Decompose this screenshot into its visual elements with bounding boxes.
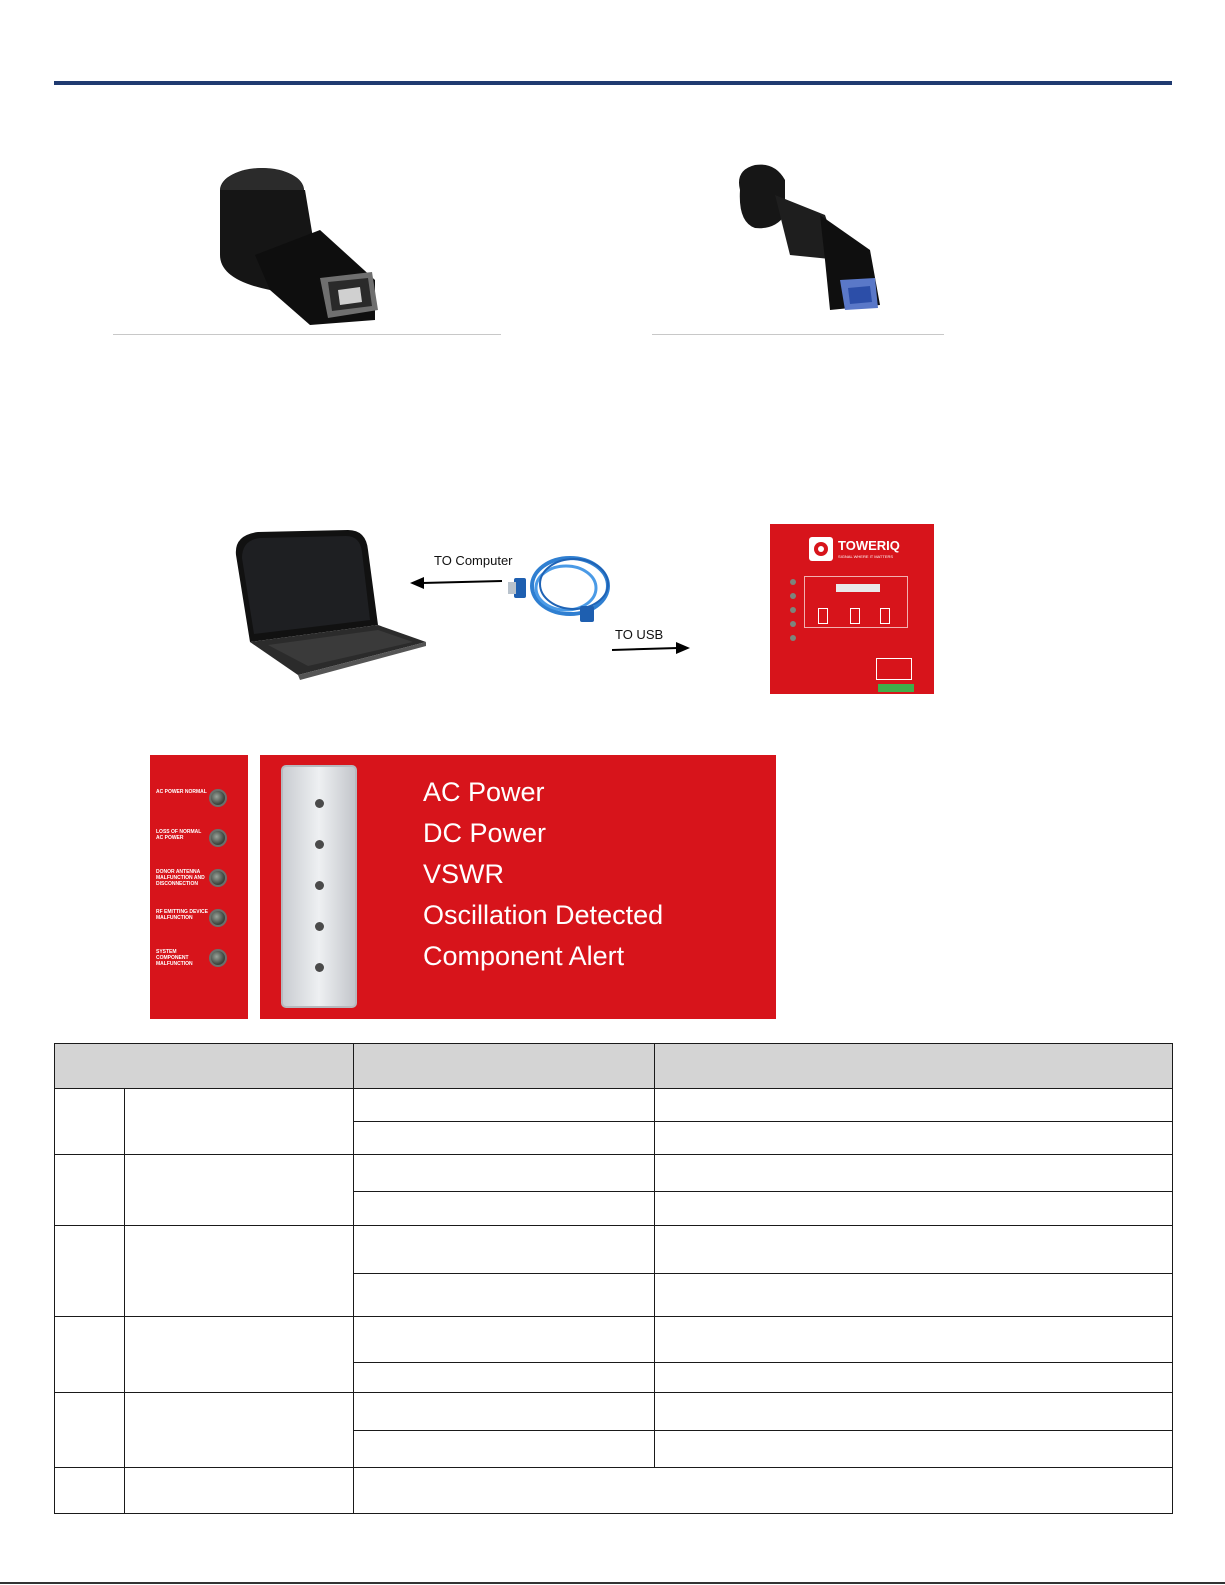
table-cell xyxy=(125,1155,354,1226)
table-cell xyxy=(55,1468,125,1514)
arrow-right-icon xyxy=(612,640,692,656)
table-cell xyxy=(655,1317,1173,1363)
green-terminals xyxy=(878,684,914,692)
arrow-left-icon xyxy=(410,575,505,591)
indicator-table xyxy=(54,1043,1173,1514)
table-cell xyxy=(354,1226,655,1274)
rj45-bulkhead-connector-photo xyxy=(200,160,405,330)
table-cell xyxy=(125,1468,354,1514)
table-cell xyxy=(354,1317,655,1363)
table-cell xyxy=(354,1393,655,1431)
header-rule xyxy=(54,81,1172,85)
status-strip xyxy=(836,584,880,592)
label-ac-power: AC Power xyxy=(423,777,545,807)
terminal-block xyxy=(876,658,912,680)
table-cell xyxy=(655,1089,1173,1122)
table-row xyxy=(55,1317,1173,1363)
led-indicator xyxy=(209,829,227,847)
led-dot xyxy=(315,881,324,890)
indicator-panel xyxy=(260,755,776,1019)
table-cell xyxy=(55,1393,125,1468)
table-header-row xyxy=(55,1044,1173,1089)
table-cell xyxy=(354,1468,1173,1514)
dip-switch-2 xyxy=(850,608,860,624)
dip-switch-1 xyxy=(818,608,828,624)
photo-divider xyxy=(113,334,501,335)
led-column xyxy=(790,579,796,639)
label-component-alert: Component Alert xyxy=(423,941,625,971)
table-cell xyxy=(354,1192,655,1226)
laptop-photo xyxy=(228,530,428,680)
table-row xyxy=(55,1226,1173,1274)
table-cell xyxy=(55,1226,125,1317)
table-row xyxy=(55,1089,1173,1122)
table-cell xyxy=(125,1089,354,1155)
usb-cable-photo xyxy=(500,548,615,628)
brand-name: TOWERIQ xyxy=(838,538,900,553)
table-cell xyxy=(55,1089,125,1155)
label-dc-power: DC Power xyxy=(423,818,547,848)
table-cell xyxy=(354,1122,655,1155)
table-cell xyxy=(125,1226,354,1317)
toweriq-device xyxy=(770,524,934,694)
table-row xyxy=(55,1393,1173,1431)
brand-tagline: SIGNAL WHERE IT MATTERS xyxy=(838,554,894,559)
table-cell xyxy=(55,1317,125,1393)
board-label-donor-antenna: DONOR ANTENNA MALFUNCTION AND DISCONNECTION xyxy=(156,869,205,887)
table-cell xyxy=(354,1274,655,1317)
label-vswr: VSWR xyxy=(423,859,504,889)
rj45-field-plug-photo xyxy=(730,160,890,320)
led-indicator xyxy=(209,789,227,807)
table-cell xyxy=(354,1155,655,1192)
table-cell xyxy=(655,1122,1173,1155)
toweriq-logo-icon xyxy=(808,536,834,562)
table-cell xyxy=(354,1431,655,1468)
led-indicator xyxy=(209,909,227,927)
dip-switch-3 xyxy=(880,608,890,624)
led-dot xyxy=(315,840,324,849)
indicator-board-closeup xyxy=(150,755,248,1019)
table-cell xyxy=(125,1393,354,1468)
table-cell xyxy=(655,1393,1173,1431)
led-dot xyxy=(315,963,324,972)
photo-divider xyxy=(652,334,944,335)
board-label-system-component: SYSTEM COMPONENT MALFUNCTION xyxy=(156,949,193,967)
table-cell xyxy=(655,1192,1173,1226)
table-row xyxy=(55,1155,1173,1192)
table-cell xyxy=(655,1363,1173,1393)
table-cell xyxy=(655,1226,1173,1274)
led-indicator xyxy=(209,949,227,967)
table-cell xyxy=(655,1155,1173,1192)
table-header-cell xyxy=(354,1044,655,1089)
led-dot xyxy=(315,922,324,931)
table-cell xyxy=(655,1274,1173,1317)
led-strip xyxy=(281,765,357,1008)
table-cell xyxy=(354,1089,655,1122)
table-cell xyxy=(55,1155,125,1226)
led-dot xyxy=(315,799,324,808)
to-usb-label: TO USB xyxy=(615,627,664,642)
table-cell xyxy=(125,1317,354,1393)
label-oscillation-detected: Oscillation Detected xyxy=(423,900,664,930)
table-row xyxy=(55,1468,1173,1514)
table-header-cell xyxy=(655,1044,1173,1089)
table-cell xyxy=(354,1363,655,1393)
table-header-cell xyxy=(55,1044,354,1089)
board-label-ac-power-normal: AC POWER NORMAL xyxy=(156,789,207,795)
table-cell xyxy=(655,1431,1173,1468)
board-label-rf-emitting-device: RF EMITTING DEVICE MALFUNCTION xyxy=(156,909,208,921)
footer-rule xyxy=(0,1582,1225,1584)
board-label-loss-of-ac-power: LOSS OF NORMAL AC POWER xyxy=(156,829,202,841)
led-indicator xyxy=(209,869,227,887)
to-computer-label: TO Computer xyxy=(434,553,513,568)
